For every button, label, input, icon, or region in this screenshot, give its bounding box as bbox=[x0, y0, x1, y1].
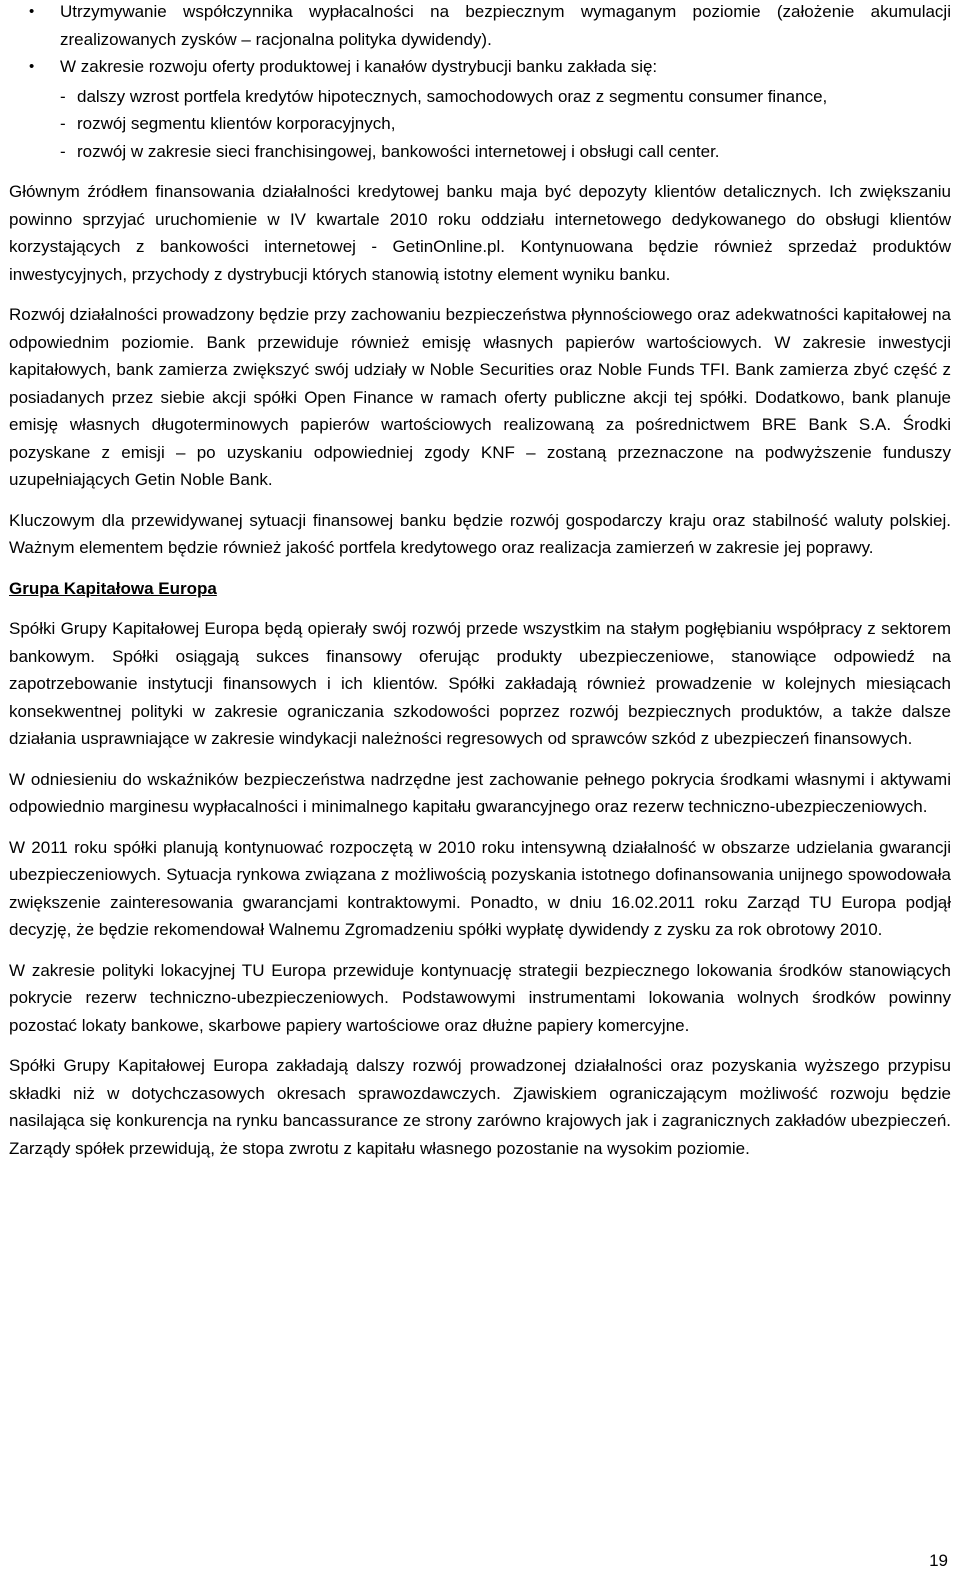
bullet-item bbox=[9, 0, 951, 53]
dash-item bbox=[9, 110, 951, 138]
bullet-icon: • bbox=[29, 58, 35, 75]
dash-list bbox=[9, 83, 951, 166]
page-number: 19 bbox=[929, 1551, 948, 1570]
paragraph-key-factors: Kluczowym dla przewidywanej sytuacji finansowej banku będzie rozwój gospodarczy kraju oraz stabilność waluty polskiej. Ważnym elementem będzie również jakość portfela kredytowego oraz realizacja zamierzeń w zakresie jej poprawy. bbox=[9, 510, 951, 557]
paragraph-cooperation: Spółki Grupy Kapitałowej Europa będą opierały swój rozwój przede wszystkim na stałym pogłębianiu współpracy z sektorem bankowym. Spółki osiągają sukces finansowy oferując produkty ubezpieczeniowe, stanowiące odpowiedź na zapotrzebowanie instytucji finansowych i ich klientów. Spółki zakładają również prowadzenie w kolejnych miesiącach konsekwentnej polityki w zakresie ograniczania szkodowości poprzez rozwój bezpiecznych produktów, a także dalsze działania usprawniające w zakresie windykacji należności regresowych od sprawców szkód z ubezpieczeń finansowych. bbox=[9, 619, 951, 748]
bullet-item bbox=[9, 53, 951, 81]
dash-icon: - bbox=[60, 86, 66, 106]
bullet-text: W zakresie rozwoju oferty produktowej i kanałów dystrybucji banku zakłada się: bbox=[60, 57, 658, 76]
paragraph-safety-ratios: W odniesieniu do wskaźników bezpieczeństwa nadrzędne jest zachowanie pełnego pokrycia środkami własnymi i aktywami odpowiednio marginesu wypłacalności i minimalnego kapitału gwarancyjnego oraz rezerw techniczno-ubezpieczeniowych. bbox=[9, 769, 951, 816]
bullet-icon: • bbox=[29, 3, 35, 20]
dash-text: dalszy wzrost portfela kredytów hipotecznych, samochodowych oraz z segmentu consumer finance, bbox=[77, 86, 828, 106]
bullet-list bbox=[9, 0, 951, 81]
paragraph-guarantees: W 2011 roku spółki planują kontynuować rozpoczętą w 2010 roku intensywną działalność w obszarze udzielania gwarancji ubezpieczeniowych. Sytuacja rynkowa związana z możliwością pozyskania istotnego dofinansowania unijnego spowodowała zwiększenie zainteresowania gwarancjami kontraktowymi. Ponadto, w dniu 16.02.2011 roku Zarząd TU Europa podjął decyzję, że będzie rekomendował Walnemu Zgromadzeniu spółki wypłatę dywidendy z zysku za rok obrotowy 2010. bbox=[9, 837, 951, 939]
dash-item bbox=[9, 83, 951, 111]
bullet-text: Utrzymywanie współczynnika wypłacalności na bezpiecznym wymaganym poziomie (założenie akumulacji zrealizowanych zysków – racjonalna polityka dywidendy). bbox=[60, 2, 951, 49]
dash-icon: - bbox=[60, 141, 66, 161]
paragraph-growth: Spółki Grupy Kapitałowej Europa zakładają dalszy rozwój prowadzonej działalności oraz pozyskania wyższego przypisu składki niż w dotychczasowych okresach sprawozdawczych. Zjawiskiem ograniczającym możliwość rozwoju będzie nasilająca się konkurencja na rynku bancassurance ze strony zarówno krajowych jak i zagranicznych zakładów ubezpieczeń. Zarządy spółek przewidują, że stopa zwrotu z kapitału własnego pozostanie na wysokim poziomie. bbox=[9, 1056, 951, 1158]
dash-text: rozwój w zakresie sieci franchisingowej, bankowości internetowej i obsługi call center. bbox=[77, 141, 720, 161]
section-heading: Grupa Kapitałowa Europa bbox=[9, 578, 217, 598]
dash-item bbox=[9, 138, 951, 166]
dash-icon: - bbox=[60, 114, 66, 133]
paragraph-deposits: Głównym źródłem finansowania działalności kredytowej banku maja być depozyty klientów detalicznych. Ich zwiększaniu powinno sprzyjać uruchomienie w IV kwartale 2010 roku oddziału internetowego dedykowanego do obsługi klientów korzystających z bankowości internetowej - GetinOnline.pl. Kontynuowana będzie również sprzedaż produktów inwestycyjnych, przychody z dystrybucji których stanowią istotny element wyniku banku. bbox=[9, 182, 951, 284]
paragraph-investment-policy: W zakresie polityki lokacyjnej TU Europa przewiduje kontynuację strategii bezpiecznego lokowania środków stanowiących pokrycie rezerw techniczno-ubezpieczeniowych. Podstawowymi instrumentami lokowania wolnych środków powinny pozostać lokaty bankowe, skarbowe papiery wartościowe oraz dłużne papiery komercyjne. bbox=[9, 960, 951, 1035]
dash-text: rozwój segmentu klientów korporacyjnych, bbox=[77, 114, 396, 133]
paragraph-development: Rozwój działalności prowadzony będzie przy zachowaniu bezpieczeństwa płynnościowego oraz adekwatności kapitałowej na odpowiednim poziomie. Bank przewiduje również emisję własnych papierów wartościowych. W zakresie inwestycji kapitałowych, bank zamierza zwiększyć swój udziały w Noble Securities oraz Noble Funds TFI. Bank zamierza zbyć część z posiadanych przez siebie akcji spółki Open Finance w ramach oferty publiczne akcji tej spółki. Dodatkowo, bank planuje emisję własnych długoterminowych papierów wartościowych realizowaną za pośrednictwem BRE Bank S.A. Środki pozyskane z emisji – po uzyskaniu odpowiedniej zgody KNF – zostaną przeznaczone na podwyższenie funduszy uzupełniających Getin Noble Bank. bbox=[9, 305, 951, 489]
